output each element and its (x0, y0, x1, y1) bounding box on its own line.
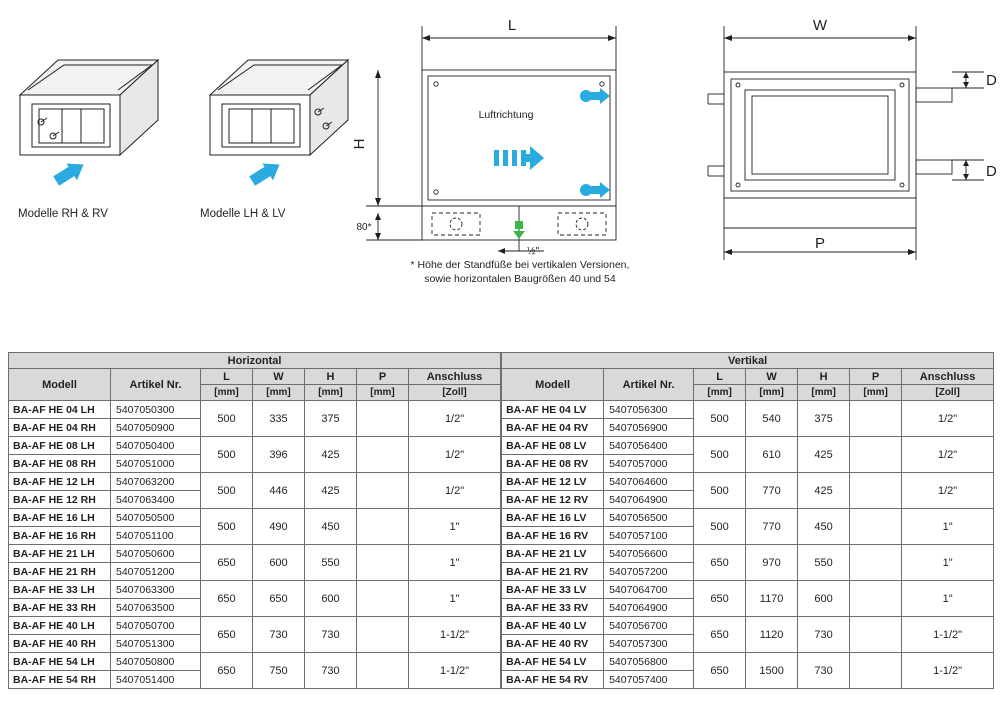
iso-left-caption: Modelle RH & RV (18, 208, 108, 220)
spec-tables (8, 352, 992, 689)
cell-h: 730 (305, 617, 357, 653)
table-row (9, 617, 501, 635)
cell-modell: BA-AF HE 40 RV (502, 635, 604, 653)
cell-w: 1500 (746, 653, 798, 689)
cell-p (850, 653, 902, 689)
cell-artikel-nr: 5407050800 (111, 653, 201, 671)
cell-artikel-nr: 5407064600 (604, 473, 694, 491)
cell-h: 730 (798, 617, 850, 653)
cell-modell: BA-AF HE 04 LH (9, 401, 111, 419)
cell-artikel-nr: 5407051200 (111, 563, 201, 581)
cell-modell: BA-AF HE 16 RH (9, 527, 111, 545)
cell-modell: BA-AF HE 12 LH (9, 473, 111, 491)
table-row (502, 437, 994, 455)
cell-modell: BA-AF HE 08 LH (9, 437, 111, 455)
cell-l: 500 (694, 437, 746, 473)
diagram-area (0, 0, 1000, 340)
unit-header-l-v: [mm] (694, 385, 746, 401)
unit-header-p-h: [mm] (357, 385, 409, 401)
cell-h: 425 (798, 437, 850, 473)
cell-p (357, 653, 409, 689)
connection-size-label: ½" (526, 245, 540, 257)
cell-l: 650 (694, 653, 746, 689)
cell-l: 500 (694, 473, 746, 509)
table-row (9, 401, 501, 419)
col-header-artikel-h: Artikel Nr. (111, 369, 201, 401)
cell-modell: BA-AF HE 40 LH (9, 617, 111, 635)
col-header-anschluss-h: Anschluss (409, 369, 501, 385)
footnote-block (370, 258, 670, 286)
cell-artikel-nr: 5407063200 (111, 473, 201, 491)
cell-anschluss: 1-1/2" (902, 617, 994, 653)
cell-artikel-nr: 5407064900 (604, 599, 694, 617)
unit-header-w-h: [mm] (253, 385, 305, 401)
cell-artikel-nr: 5407056800 (604, 653, 694, 671)
table-row (9, 653, 501, 671)
unit-header-h-v: [mm] (798, 385, 850, 401)
table-row (9, 581, 501, 599)
cell-anschluss: 1" (902, 581, 994, 617)
cell-anschluss: 1" (902, 509, 994, 545)
air-direction-label: Luftrichtung (478, 109, 534, 121)
vertikal-group-header: Vertikal (502, 353, 994, 369)
col-header-w-h: W (253, 369, 305, 385)
cell-l: 650 (694, 545, 746, 581)
cell-h: 600 (305, 581, 357, 617)
cell-modell: BA-AF HE 08 RH (9, 455, 111, 473)
cell-artikel-nr: 5407050700 (111, 617, 201, 635)
cell-modell: BA-AF HE 40 LV (502, 617, 604, 635)
table-row (9, 545, 501, 563)
cell-artikel-nr: 5407051400 (111, 671, 201, 689)
col-header-h-v: H (798, 369, 850, 385)
cell-artikel-nr: 5407056400 (604, 437, 694, 455)
cell-modell: BA-AF HE 33 RV (502, 599, 604, 617)
col-header-modell-v: Modell (502, 369, 604, 401)
cell-modell: BA-AF HE 33 LH (9, 581, 111, 599)
cell-anschluss: 1/2" (902, 473, 994, 509)
cell-h: 730 (305, 653, 357, 689)
cell-artikel-nr: 5407057100 (604, 527, 694, 545)
cell-l: 500 (201, 437, 253, 473)
cell-anschluss: 1/2" (902, 437, 994, 473)
vertikal-table (501, 352, 994, 689)
col-header-l-v: L (694, 369, 746, 385)
table-row (9, 509, 501, 527)
cell-h: 375 (798, 401, 850, 437)
table-row (502, 617, 994, 635)
unit-header-anschluss-v: [Zoll] (902, 385, 994, 401)
cell-w: 490 (253, 509, 305, 545)
cell-l: 500 (694, 509, 746, 545)
table-row (502, 473, 994, 491)
col-header-artikel-v: Artikel Nr. (604, 369, 694, 401)
cell-modell: BA-AF HE 08 LV (502, 437, 604, 455)
cell-modell: BA-AF HE 16 RV (502, 527, 604, 545)
col-header-h-h: H (305, 369, 357, 385)
cell-artikel-nr: 5407057400 (604, 671, 694, 689)
cell-artikel-nr: 5407050500 (111, 509, 201, 527)
cell-artikel-nr: 5407056900 (604, 419, 694, 437)
cell-h: 425 (305, 473, 357, 509)
dim-W-label: W (812, 17, 828, 34)
cell-w: 540 (746, 401, 798, 437)
cell-h: 550 (798, 545, 850, 581)
cell-w: 1120 (746, 617, 798, 653)
cell-anschluss: 1-1/2" (902, 653, 994, 689)
cell-modell: BA-AF HE 12 LV (502, 473, 604, 491)
cell-artikel-nr: 5407050300 (111, 401, 201, 419)
horizontal-table-body (9, 401, 501, 689)
cell-modell: BA-AF HE 54 LV (502, 653, 604, 671)
cell-anschluss: 1" (902, 545, 994, 581)
cell-h: 450 (305, 509, 357, 545)
cell-modell: BA-AF HE 21 LV (502, 545, 604, 563)
table-row (502, 509, 994, 527)
cell-l: 650 (201, 617, 253, 653)
cell-w: 650 (253, 581, 305, 617)
cell-p (850, 617, 902, 653)
cell-modell: BA-AF HE 21 LH (9, 545, 111, 563)
cell-anschluss: 1" (409, 581, 501, 617)
cell-artikel-nr: 5407057200 (604, 563, 694, 581)
cell-artikel-nr: 5407050900 (111, 419, 201, 437)
dim-H-label: H (351, 138, 368, 150)
cell-artikel-nr: 5407051100 (111, 527, 201, 545)
cell-modell: BA-AF HE 33 RH (9, 599, 111, 617)
cell-artikel-nr: 5407056300 (604, 401, 694, 419)
col-header-modell-h: Modell (9, 369, 111, 401)
cell-anschluss: 1/2" (902, 401, 994, 437)
cell-w: 770 (746, 473, 798, 509)
cell-artikel-nr: 5407064700 (604, 581, 694, 599)
cell-artikel-nr: 5407063300 (111, 581, 201, 599)
cell-p (357, 581, 409, 617)
dim-D-bottom-label: D (986, 163, 997, 180)
cell-l: 650 (694, 617, 746, 653)
front-elevation-view (348, 8, 678, 268)
cell-p (357, 401, 409, 437)
unit-header-anschluss-h: [Zoll] (409, 385, 501, 401)
cell-h: 550 (305, 545, 357, 581)
cell-w: 600 (253, 545, 305, 581)
cell-modell: BA-AF HE 21 RH (9, 563, 111, 581)
plan-view (700, 8, 1000, 288)
dim-foot-label: 80* (356, 222, 372, 233)
cell-artikel-nr: 5407063400 (111, 491, 201, 509)
cell-artikel-nr: 5407051300 (111, 635, 201, 653)
cell-h: 425 (305, 437, 357, 473)
cell-w: 750 (253, 653, 305, 689)
footnote-line-2: sowie horizontalen Baugrößen 40 und 54 (424, 273, 616, 286)
dim-P-label: P (814, 235, 826, 252)
cell-h: 450 (798, 509, 850, 545)
cell-modell: BA-AF HE 08 RV (502, 455, 604, 473)
cell-w: 770 (746, 509, 798, 545)
table-row (9, 473, 501, 491)
cell-modell: BA-AF HE 21 RV (502, 563, 604, 581)
iso-right-caption: Modelle LH & LV (200, 208, 286, 220)
cell-l: 650 (201, 545, 253, 581)
cell-w: 335 (253, 401, 305, 437)
cell-modell: BA-AF HE 16 LH (9, 509, 111, 527)
cell-modell: BA-AF HE 12 RH (9, 491, 111, 509)
cell-artikel-nr: 5407057000 (604, 455, 694, 473)
cell-anschluss: 1" (409, 509, 501, 545)
cell-anschluss: 1/2" (409, 401, 501, 437)
cell-p (357, 473, 409, 509)
cell-h: 375 (305, 401, 357, 437)
cell-modell: BA-AF HE 54 RV (502, 671, 604, 689)
col-header-p-v: P (850, 369, 902, 385)
cell-modell: BA-AF HE 12 RV (502, 491, 604, 509)
unit-header-w-v: [mm] (746, 385, 798, 401)
horizontal-group-header: Horizontal (9, 353, 501, 369)
cell-artikel-nr: 5407057300 (604, 635, 694, 653)
cell-artikel-nr: 5407063500 (111, 599, 201, 617)
isometric-view-rh-rv (10, 40, 190, 220)
cell-l: 650 (201, 653, 253, 689)
table-row (502, 653, 994, 671)
cell-anschluss: 1-1/2" (409, 653, 501, 689)
cell-artikel-nr: 5407050600 (111, 545, 201, 563)
cell-l: 500 (201, 509, 253, 545)
cell-h: 425 (798, 473, 850, 509)
cell-artikel-nr: 5407056500 (604, 509, 694, 527)
dim-L-label: L (507, 17, 517, 34)
cell-modell: BA-AF HE 54 RH (9, 671, 111, 689)
unit-header-h-h: [mm] (305, 385, 357, 401)
cell-p (850, 509, 902, 545)
cell-artikel-nr: 5407050400 (111, 437, 201, 455)
table-row (502, 545, 994, 563)
unit-header-l-h: [mm] (201, 385, 253, 401)
cell-modell: BA-AF HE 40 RH (9, 635, 111, 653)
cell-l: 500 (201, 401, 253, 437)
cell-p (850, 401, 902, 437)
cell-p (850, 545, 902, 581)
unit-header-p-v: [mm] (850, 385, 902, 401)
col-header-w-v: W (746, 369, 798, 385)
table-row (502, 581, 994, 599)
cell-w: 970 (746, 545, 798, 581)
cell-p (357, 545, 409, 581)
cell-modell: BA-AF HE 16 LV (502, 509, 604, 527)
cell-p (357, 437, 409, 473)
cell-modell: BA-AF HE 04 RV (502, 419, 604, 437)
cell-h: 600 (798, 581, 850, 617)
cell-artikel-nr: 5407064900 (604, 491, 694, 509)
dim-D-top-label: D (986, 72, 997, 89)
cell-l: 500 (201, 473, 253, 509)
vertikal-table-body (502, 401, 994, 689)
cell-modell: BA-AF HE 54 LH (9, 653, 111, 671)
col-header-l-h: L (201, 369, 253, 385)
cell-anschluss: 1-1/2" (409, 617, 501, 653)
cell-l: 500 (694, 401, 746, 437)
cell-artikel-nr: 5407056700 (604, 617, 694, 635)
cell-p (850, 581, 902, 617)
cell-h: 730 (798, 653, 850, 689)
col-header-anschluss-v: Anschluss (902, 369, 994, 385)
cell-p (850, 437, 902, 473)
cell-p (357, 509, 409, 545)
cell-modell: BA-AF HE 33 LV (502, 581, 604, 599)
cell-p (357, 617, 409, 653)
table-row (9, 437, 501, 455)
cell-modell: BA-AF HE 04 LV (502, 401, 604, 419)
cell-w: 396 (253, 437, 305, 473)
cell-w: 446 (253, 473, 305, 509)
cell-anschluss: 1" (409, 545, 501, 581)
footnote-line-1: * Höhe der Standfüße bei vertikalen Versionen, (410, 259, 630, 271)
horizontal-table (8, 352, 501, 689)
cell-artikel-nr: 5407056600 (604, 545, 694, 563)
cell-anschluss: 1/2" (409, 437, 501, 473)
cell-modell: BA-AF HE 04 RH (9, 419, 111, 437)
col-header-p-h: P (357, 369, 409, 385)
cell-p (850, 473, 902, 509)
cell-w: 610 (746, 437, 798, 473)
cell-w: 730 (253, 617, 305, 653)
cell-l: 650 (201, 581, 253, 617)
cell-l: 650 (694, 581, 746, 617)
cell-w: 1170 (746, 581, 798, 617)
cell-anschluss: 1/2" (409, 473, 501, 509)
table-row (502, 401, 994, 419)
cell-artikel-nr: 5407051000 (111, 455, 201, 473)
